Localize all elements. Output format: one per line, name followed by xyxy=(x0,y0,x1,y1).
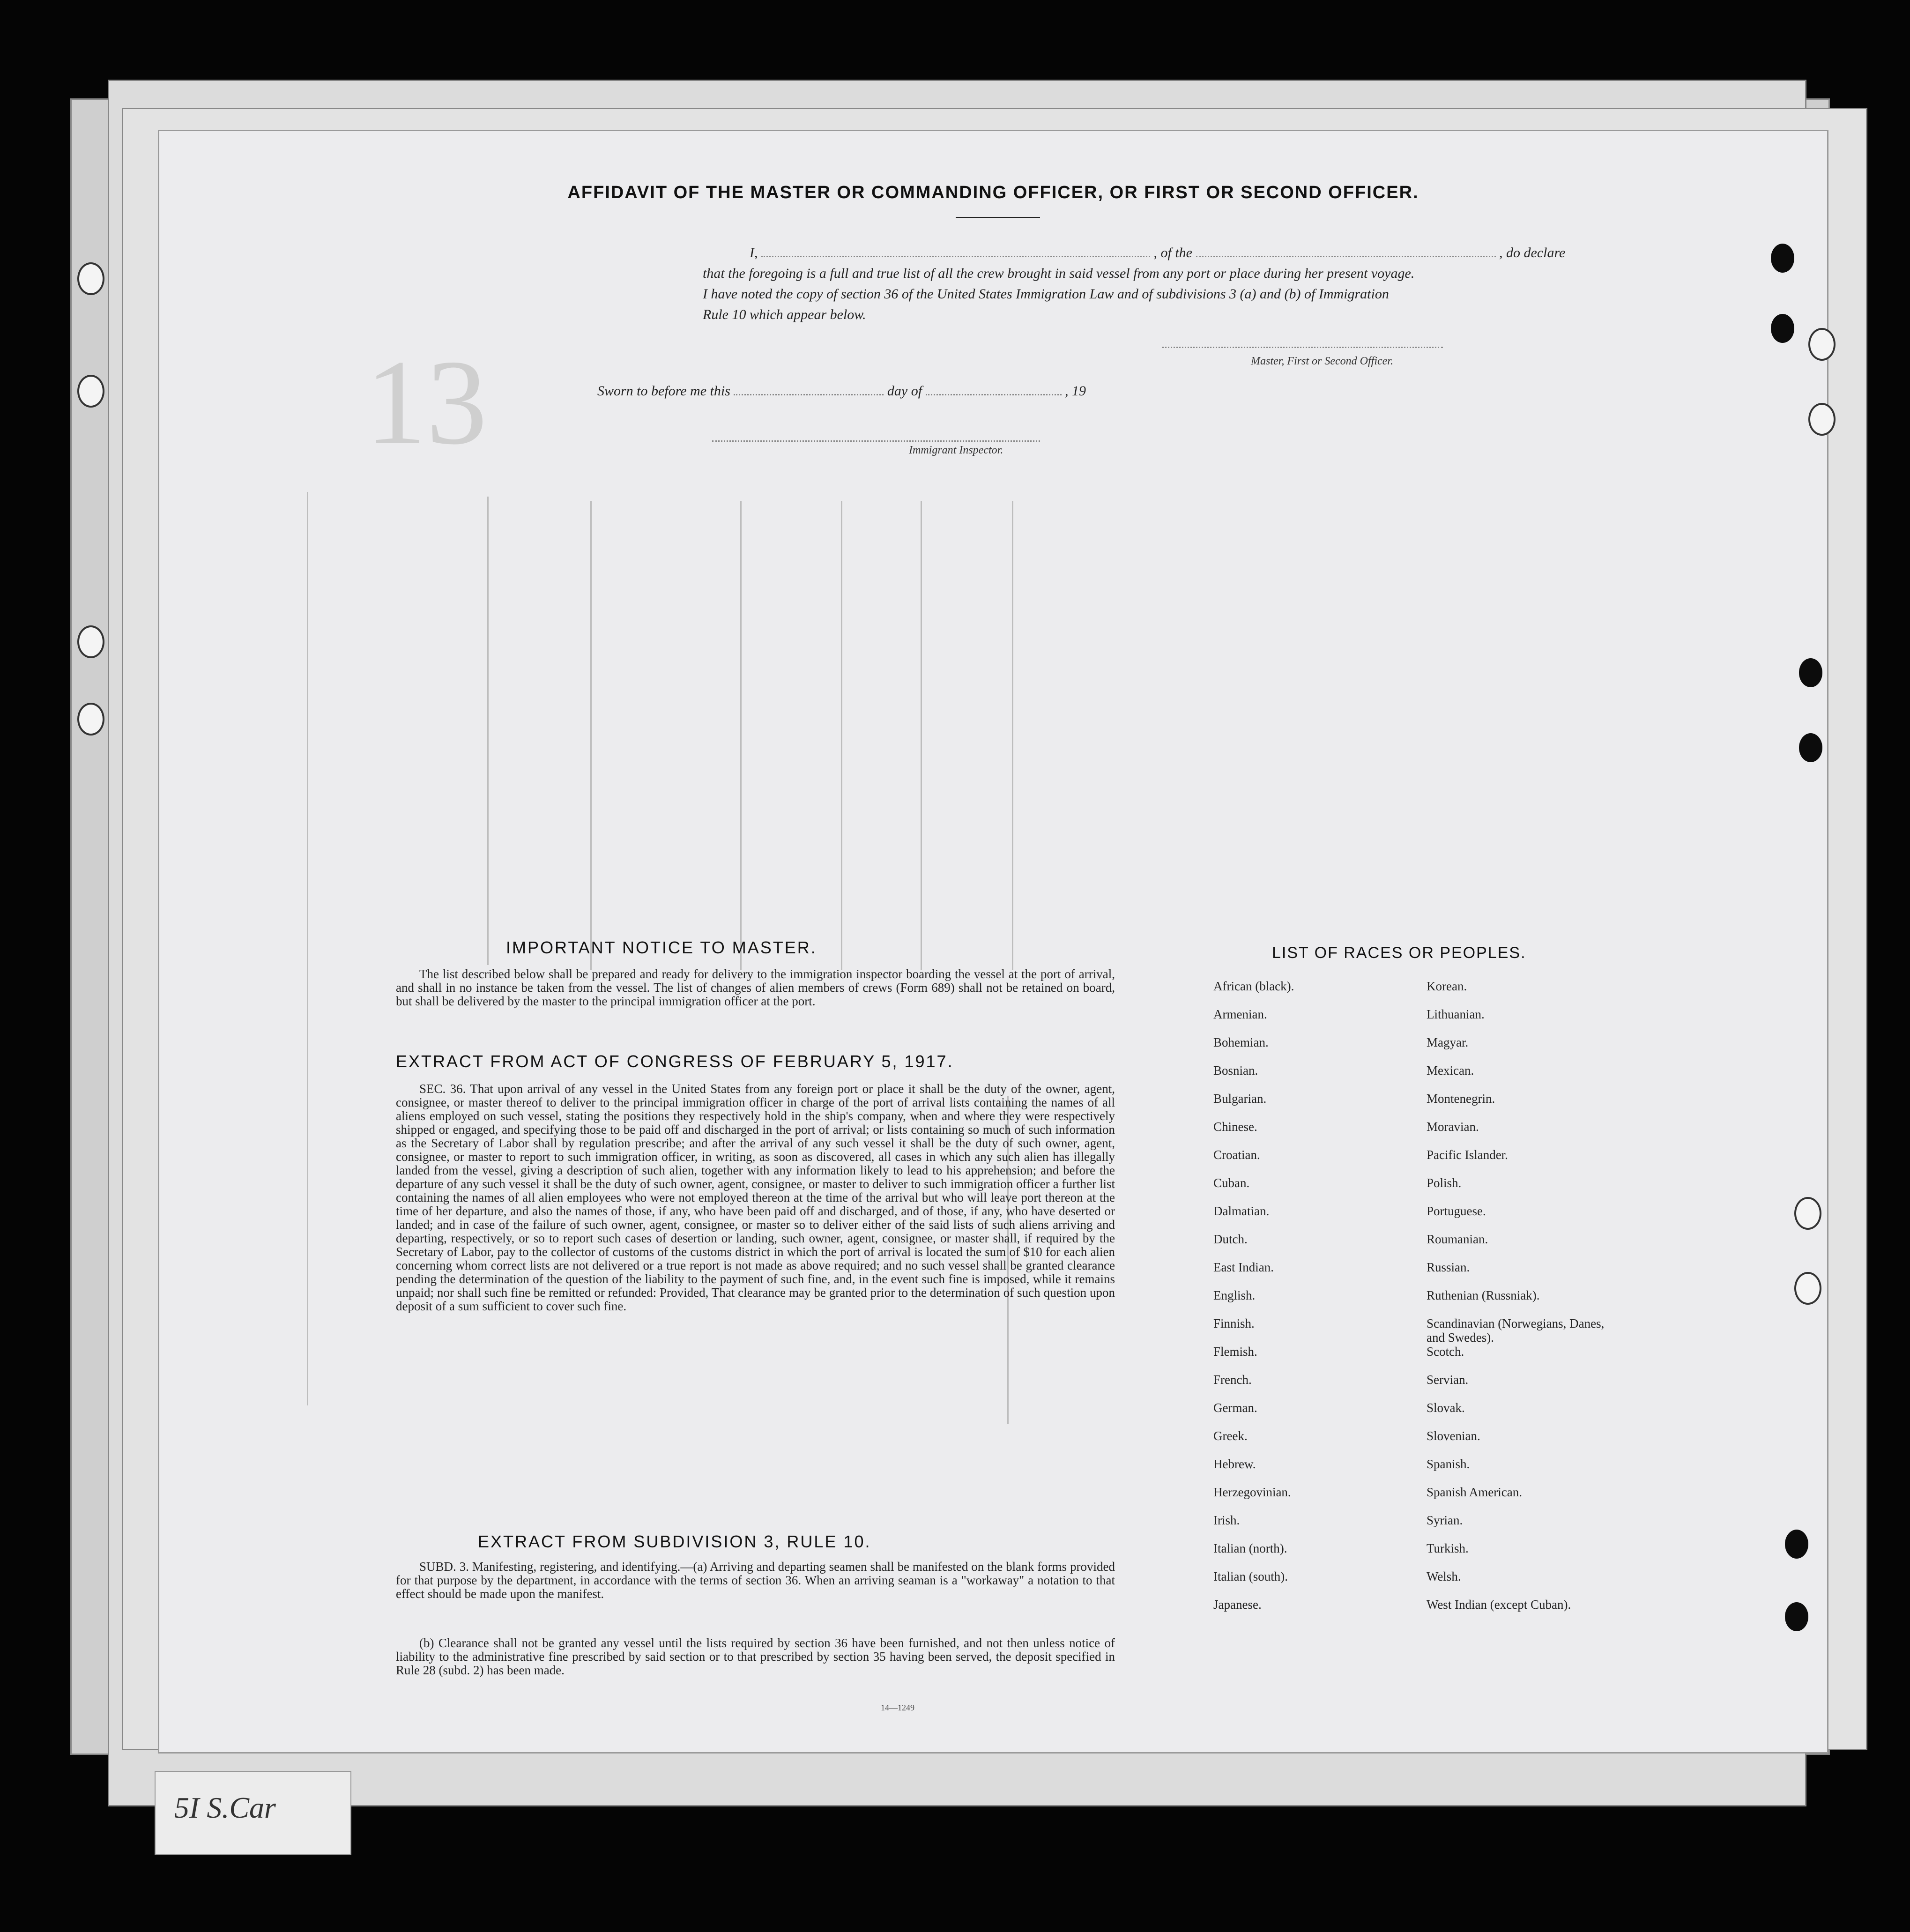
sworn-day-field[interactable] xyxy=(734,385,884,395)
race-item: Greek. xyxy=(1213,1429,1248,1443)
binder-hole-icon xyxy=(77,703,104,736)
race-item: Scotch. xyxy=(1427,1345,1464,1359)
rule-extract-title: EXTRACT FROM SUBDIVISION 3, RULE 10. xyxy=(478,1532,871,1551)
binder-hole-icon xyxy=(1771,244,1794,273)
race-item: Roumanian. xyxy=(1427,1232,1488,1246)
race-item: Spanish American. xyxy=(1427,1485,1522,1499)
of-the-text: , of the xyxy=(1153,245,1192,260)
faint-column-rule xyxy=(740,501,742,970)
race-item: Hebrew. xyxy=(1213,1457,1256,1471)
binder-hole-icon xyxy=(1799,733,1822,762)
declaration-line-3: I have noted the copy of section 36 of the United States Immigration Law and of subdivisions 3 (a) and (b) of Immigration xyxy=(703,286,1389,302)
race-item: German. xyxy=(1213,1401,1257,1415)
race-item: Japanese. xyxy=(1213,1598,1262,1612)
vessel-name-field[interactable] xyxy=(1196,246,1496,257)
year-text: , 19 xyxy=(1065,383,1086,399)
binder-hole-icon xyxy=(1808,403,1836,436)
master-signature-field[interactable] xyxy=(1162,337,1443,348)
race-item: Slovak. xyxy=(1427,1401,1465,1415)
inspector-caption: Immigrant Inspector. xyxy=(909,444,1003,456)
declaration-line-2: that the foregoing is a full and true list of all the crew brought in said vessel from any port or place during her present voyage. xyxy=(703,266,1415,281)
binder-hole-icon xyxy=(1785,1530,1808,1559)
faint-column-rule xyxy=(307,492,308,1405)
binder-hole-icon xyxy=(1771,314,1794,343)
affidavit-title: AFFIDAVIT OF THE MASTER OR COMMANDING OFFICER, OR FIRST OR SECOND OFFICER. xyxy=(567,183,1419,202)
faint-column-rule xyxy=(1012,501,1013,970)
binder-hole-icon xyxy=(1785,1602,1808,1631)
binder-hole-icon xyxy=(1808,328,1836,361)
race-item: Pacific Islander. xyxy=(1427,1148,1508,1162)
binder-hole-icon xyxy=(1794,1197,1821,1230)
race-item: Russian. xyxy=(1427,1260,1470,1274)
act-extract-text: SEC. 36. That upon arrival of any vessel in the United States from any foreign port or place it shall be the duty of the owner, agent, consignee, or master thereof to deliver to the principal immigration officer in charge of the port of arrival lists containing the names of all aliens employed on such vessel, stating the positions they respectively hold in the ship's company, when and where they were respectively shipped or engaged, and specifying those to be paid off and discharged in the port of arrival; or lists containing so much of such information as the Secretary of Labor shall by regulation prescribe; and after the arrival of any such vessel it shall be the duty of such owner, agent, consignee, or master to report to such immigration officer, in writing, as soon as discovered, all cases in which any such alien has illegally landed from the vessel, giving a description of such alien, together with any information likely to lead to his apprehension; and before the departure of any such vessel it shall be the duty of such owner, agent, consignee, or master to deliver to such immigration officer a further list containing the names of all alien employees who were not employed thereon at the time of the arrival but who will leave port thereon at the time of her departure, and also the names of those, if any, who have been paid off and discharged, and of those, if any, who have deserted or landed; and in case of the failure of such owner, agent, consignee, or master so to deliver either of the said lists of such aliens arriving and departing, respectively, or so to report such cases of desertion or landing, such owner, agent, consignee, or master shall, if required by the Secretary of Labor, pay to the collector of customs of the customs district in which the port of arrival is located the sum of $10 for each alien concerning whom correct lists are not delivered or a true report is not made as above required; and no such vessel shall be granted clearance pending the determination of the question of the liability to the payment of such fine, and, in the event such fine is imposed, while it remains unpaid; nor shall such fine be remitted or refunded: Provided, That clearance may be granted prior to the determination of such question upon deposit of a sum sufficient to cover such fine. xyxy=(396,1082,1115,1313)
declaration-line-4: Rule 10 which appear below. xyxy=(703,307,866,322)
race-item: Flemish. xyxy=(1213,1345,1257,1359)
act-extract-title: EXTRACT FROM ACT OF CONGRESS OF FEBRUARY 5, 1917. xyxy=(396,1052,954,1071)
race-item: Servian. xyxy=(1427,1373,1469,1387)
form-number: 14—1249 xyxy=(881,1703,914,1712)
signature-caption: Master, First or Second Officer. xyxy=(1251,355,1393,367)
race-item: Cuban. xyxy=(1213,1176,1250,1190)
race-item: Magyar. xyxy=(1427,1035,1469,1049)
binder-hole-icon xyxy=(77,375,104,408)
declarant-name-field[interactable] xyxy=(761,246,1150,257)
race-item: English. xyxy=(1213,1288,1256,1302)
race-item: Turkish. xyxy=(1427,1541,1469,1555)
race-item: Polish. xyxy=(1427,1176,1462,1190)
races-right-column xyxy=(1427,979,1623,1626)
race-item: Dalmatian. xyxy=(1213,1204,1270,1218)
race-item: Welsh. xyxy=(1427,1569,1461,1583)
race-item: Moravian. xyxy=(1427,1120,1479,1134)
rule-extract-text-b: (b) Clearance shall not be granted any vessel until the lists required by section 36 have been furnished, and not then unless notice of liability to the administrative fine prescribed by said section or to that prescribed by section 35 having been served, the deposit specified in Rule 28 (subd. 2) has been made. xyxy=(396,1636,1115,1677)
notice-title: IMPORTANT NOTICE TO MASTER. xyxy=(506,938,817,957)
race-item: West Indian (except Cuban). xyxy=(1427,1598,1571,1612)
race-item: Syrian. xyxy=(1427,1513,1463,1527)
race-item: Portuguese. xyxy=(1427,1204,1486,1218)
race-item: Slovenian. xyxy=(1427,1429,1480,1443)
day-of-text: day of xyxy=(887,383,922,399)
binder-hole-icon xyxy=(1799,658,1822,687)
faint-column-rule xyxy=(487,497,489,965)
race-item: Spanish. xyxy=(1427,1457,1470,1471)
faint-column-rule xyxy=(841,501,842,970)
races-left-column xyxy=(1213,979,1294,1626)
declarant-prefix: I, xyxy=(750,245,758,260)
folder-tab-label: 5I S.Car xyxy=(155,1771,351,1855)
race-item: Mexican. xyxy=(1427,1063,1474,1077)
race-item: Montenegrin. xyxy=(1427,1092,1495,1106)
notice-text: The list described below shall be prepared and ready for delivery to the immigration inspector boarding the vessel at the port of arrival, and shall in no instance be taken from the vessel. The list of changes of alien members of crews (Form 689) shall not be retained on board, but shall be delivered by the master to the principal immigration officer at the port. xyxy=(396,967,1115,1008)
race-item: Armenian. xyxy=(1213,1007,1267,1021)
race-item: Ruthenian (Russniak). xyxy=(1427,1288,1540,1302)
race-item: African (black). xyxy=(1213,979,1294,993)
race-item: Dutch. xyxy=(1213,1232,1248,1246)
race-item: Italian (south). xyxy=(1213,1569,1288,1583)
binder-hole-icon xyxy=(77,625,104,658)
sworn-month-field[interactable] xyxy=(926,385,1062,395)
affidavit-page xyxy=(159,131,1827,1752)
title-rule xyxy=(956,217,1040,218)
race-item: Finnish. xyxy=(1213,1316,1255,1330)
race-item: Croatian. xyxy=(1213,1148,1260,1162)
faint-column-rule xyxy=(921,501,922,970)
race-item: Irish. xyxy=(1213,1513,1240,1527)
sworn-text: Sworn to before me this xyxy=(597,383,730,399)
race-item: Chinese. xyxy=(1213,1120,1257,1134)
race-item: Korean. xyxy=(1427,979,1467,993)
affidavit-declaration xyxy=(543,243,1566,325)
binder-hole-icon xyxy=(77,262,104,295)
do-declare-text: , do declare xyxy=(1499,245,1566,260)
sworn-line xyxy=(597,383,1086,399)
race-item: Lithuanian. xyxy=(1427,1007,1485,1021)
race-item: Bohemian. xyxy=(1213,1035,1269,1049)
race-item: Scandinavian (Norwegians, Danes, and Swedes). xyxy=(1427,1316,1605,1345)
watermark-number: 13 xyxy=(365,335,487,470)
race-item: French. xyxy=(1213,1373,1252,1387)
race-item: Bulgarian. xyxy=(1213,1092,1267,1106)
inspector-signature-field[interactable] xyxy=(712,431,1040,442)
race-item: East Indian. xyxy=(1213,1260,1274,1274)
race-item: Italian (north). xyxy=(1213,1541,1287,1555)
race-item: Bosnian. xyxy=(1213,1063,1258,1077)
faint-column-rule xyxy=(590,501,592,970)
races-title: LIST OF RACES OR PEOPLES. xyxy=(1272,944,1526,962)
binder-hole-icon xyxy=(1794,1272,1821,1305)
race-item: Herzegovinian. xyxy=(1213,1485,1291,1499)
rule-extract-text-a: SUBD. 3. Manifesting, registering, and identifying.—(a) Arriving and departing seamen shall be manifested on the blank forms provided for that purpose by the department, in accordance with the terms of section 36. When an arriving seaman is a "workaway" a notation to that effect should be made upon the manifest. xyxy=(396,1560,1115,1601)
